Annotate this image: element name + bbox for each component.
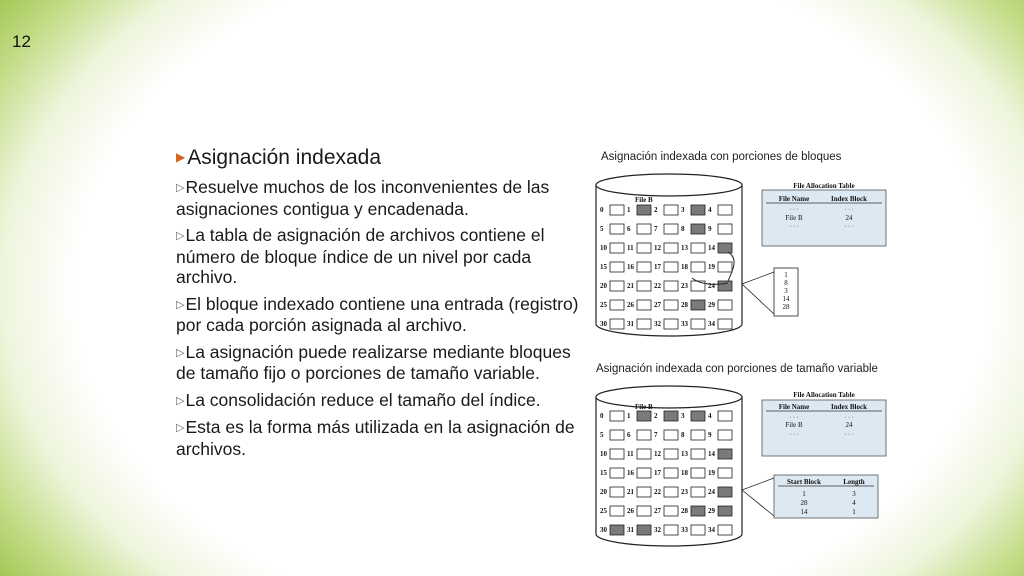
- content-text: [176, 144, 588, 465]
- block-number: 4: [708, 412, 712, 420]
- disk-block: [718, 506, 732, 516]
- fat-cell: File B: [785, 421, 803, 429]
- disk-block: [637, 300, 651, 310]
- index-entry: 1: [784, 271, 788, 279]
- disk-block: [610, 487, 624, 497]
- disk-block: [637, 262, 651, 272]
- section-heading: ▶Asignación indexada: [176, 146, 382, 169]
- block-number: 14: [708, 244, 715, 252]
- disk-block: [664, 319, 678, 329]
- block-number: 18: [681, 263, 688, 271]
- block-number: 17: [654, 263, 661, 271]
- block-number: 22: [654, 488, 661, 496]
- disk-block: [691, 449, 705, 459]
- disk-block: [691, 506, 705, 516]
- block-number: 34: [708, 320, 715, 328]
- disk-block: [610, 281, 624, 291]
- index-entry: 28: [782, 303, 790, 311]
- index-cell: 3: [852, 490, 856, 498]
- disk-block: [718, 224, 732, 234]
- disk-block: [691, 300, 705, 310]
- bullet-item: ▷Esta es la forma más utilizada en la asignación de archivos.: [176, 417, 575, 459]
- block-number: 34: [708, 526, 715, 534]
- block-number: 20: [600, 488, 607, 496]
- disk-block: [718, 243, 732, 253]
- bullet-outline-icon: ▷: [176, 298, 185, 311]
- disk-block: [718, 205, 732, 215]
- block-number: 13: [681, 244, 688, 252]
- disk-block: [691, 224, 705, 234]
- disk-block: [637, 319, 651, 329]
- block-number: 33: [681, 320, 688, 328]
- fat-header: Index Block: [831, 403, 867, 411]
- block-number: 10: [600, 450, 607, 458]
- disk-block: [664, 281, 678, 291]
- index-header: Start Block: [786, 478, 822, 486]
- block-number: 1: [627, 412, 631, 420]
- disk-block: [637, 205, 651, 215]
- disk-block: [691, 281, 705, 291]
- disk-block: [718, 281, 732, 291]
- index-connector: [742, 272, 774, 314]
- indexed-allocation-block-diagram: [594, 168, 894, 338]
- block-number: 24: [708, 488, 715, 496]
- index-entry: 8: [784, 279, 788, 287]
- block-number: 14: [708, 450, 715, 458]
- disk-top: [596, 386, 742, 408]
- slide-number: 12: [12, 32, 31, 51]
- block-number: 32: [654, 526, 661, 534]
- block-number: 30: [600, 320, 607, 328]
- bullet-outline-icon: ▷: [176, 182, 185, 194]
- block-number: 10: [600, 244, 607, 252]
- fat-cell: · · ·: [844, 432, 854, 438]
- disk-block: [718, 319, 732, 329]
- disk-block: [610, 411, 624, 421]
- disk-block: [691, 262, 705, 272]
- disk-block: [637, 430, 651, 440]
- disk-top: [596, 174, 742, 196]
- bullet-item: ▷La tabla de asignación de archivos contiene el número de bloque índice de un nivel por cada archivo.: [176, 225, 545, 287]
- block-number: 6: [627, 431, 631, 439]
- disk-block: [610, 449, 624, 459]
- fat-cell: · · ·: [789, 224, 799, 230]
- disk-block: [718, 449, 732, 459]
- block-number: 23: [681, 282, 688, 290]
- block-number: 31: [627, 320, 634, 328]
- block-number: 3: [681, 206, 685, 214]
- disk-block: [610, 205, 624, 215]
- block-number: 2: [654, 412, 658, 420]
- disk-block: [637, 281, 651, 291]
- index-entry: 14: [782, 295, 790, 303]
- block-number: 0: [600, 412, 604, 420]
- disk-block: [610, 319, 624, 329]
- disk-block: [664, 411, 678, 421]
- fat-cell: · · ·: [789, 207, 799, 213]
- disk-block: [664, 487, 678, 497]
- figure-caption-top: Asignación indexada con porciones de bloques: [601, 151, 842, 163]
- block-number: 8: [681, 225, 685, 233]
- fat-header: File Name: [778, 403, 810, 411]
- block-number: 27: [654, 507, 661, 515]
- block-number: 11: [627, 450, 634, 458]
- disk-block: [637, 506, 651, 516]
- block-number: 11: [627, 244, 634, 252]
- block-number: 21: [627, 488, 634, 496]
- bullet-outline-icon: ▷: [176, 346, 185, 359]
- block-number: 15: [600, 469, 607, 477]
- disk-block: [637, 487, 651, 497]
- fat-header: Index Block: [831, 195, 867, 203]
- block-number: 18: [681, 469, 688, 477]
- disk-block: [610, 243, 624, 253]
- block-number: 12: [654, 450, 661, 458]
- block-number: 31: [627, 526, 634, 534]
- block-number: 3: [681, 412, 685, 420]
- block-number: 12: [654, 244, 661, 252]
- disk-block: [718, 411, 732, 421]
- index-cell: 1: [802, 490, 806, 498]
- bullet-outline-icon: ▷: [176, 422, 185, 434]
- fat-cell: · · ·: [844, 207, 854, 213]
- disk-block: [637, 243, 651, 253]
- block-number: 20: [600, 282, 607, 290]
- block-number: 16: [627, 263, 634, 271]
- block-number: 26: [627, 301, 634, 309]
- disk-block: [664, 262, 678, 272]
- block-number: 25: [600, 301, 607, 309]
- block-number: 29: [708, 507, 715, 515]
- fat-cell: 24: [845, 421, 853, 429]
- block-number: 9: [708, 431, 712, 439]
- disk-block: [691, 243, 705, 253]
- block-number: 4: [708, 206, 712, 214]
- fat-title: File Allocation Table: [793, 182, 855, 190]
- block-number: 29: [708, 301, 715, 309]
- block-number: 7: [654, 431, 658, 439]
- disk-block: [691, 487, 705, 497]
- disk-block: [664, 300, 678, 310]
- disk-block: [718, 487, 732, 497]
- disk-block: [718, 468, 732, 478]
- block-number: 32: [654, 320, 661, 328]
- fat-cell: · · ·: [789, 415, 799, 421]
- disk-block: [691, 430, 705, 440]
- disk-block: [718, 300, 732, 310]
- block-number: 2: [654, 206, 658, 214]
- bullet-outline-icon: ▷: [176, 394, 185, 407]
- disk-block: [664, 430, 678, 440]
- block-number: 28: [681, 507, 688, 515]
- disk-block: [718, 262, 732, 272]
- disk-block: [637, 449, 651, 459]
- disk-block: [664, 205, 678, 215]
- block-number: 19: [708, 263, 715, 271]
- block-number: 24: [708, 282, 715, 290]
- index-cell: 28: [800, 499, 808, 507]
- fat-cell: · · ·: [789, 432, 799, 438]
- disk-block: [637, 224, 651, 234]
- disk-block: [691, 205, 705, 215]
- disk-block: [664, 468, 678, 478]
- block-number: 13: [681, 450, 688, 458]
- bullet-item: ▷El bloque indexado contiene una entrada (registro) por cada porción asignada al archivo.: [176, 293, 579, 335]
- block-number: 26: [627, 507, 634, 515]
- block-number: 33: [681, 526, 688, 534]
- disk-block: [691, 468, 705, 478]
- block-number: 0: [600, 206, 604, 214]
- fat-cell: File B: [785, 214, 803, 222]
- block-number: 27: [654, 301, 661, 309]
- disk-block: [718, 430, 732, 440]
- bullet-item: ▷La asignación puede realizarse mediante bloques de tamaño fijo o porciones de tamaño variable.: [176, 341, 571, 383]
- index-header: Length: [843, 478, 865, 486]
- index-cell: 4: [852, 499, 856, 507]
- disk-block: [664, 224, 678, 234]
- block-number: 7: [654, 225, 658, 233]
- fat-cell: · · ·: [844, 224, 854, 230]
- block-number: 21: [627, 282, 634, 290]
- index-entry: 3: [784, 287, 788, 295]
- disk-block: [637, 468, 651, 478]
- block-number: 8: [681, 431, 685, 439]
- block-number: 5: [600, 225, 604, 233]
- disk-block: [610, 224, 624, 234]
- disk-block: [664, 525, 678, 535]
- block-number: 28: [681, 301, 688, 309]
- index-connector: [742, 478, 774, 516]
- disk-block: [664, 243, 678, 253]
- disk-block: [691, 411, 705, 421]
- block-number: 25: [600, 507, 607, 515]
- block-number: 9: [708, 225, 712, 233]
- block-number: 17: [654, 469, 661, 477]
- disk-block: [610, 300, 624, 310]
- file-label: File B: [635, 196, 653, 204]
- block-number: 1: [627, 206, 631, 214]
- fat-cell: 24: [845, 214, 853, 222]
- disk-block: [610, 430, 624, 440]
- fat-header: File Name: [778, 195, 810, 203]
- block-number: 5: [600, 431, 604, 439]
- disk-block: [637, 411, 651, 421]
- index-cell: 1: [852, 508, 856, 516]
- bullet-item: ▷Resuelve muchos de los inconvenientes de las asignaciones contigua y encadenada.: [176, 177, 550, 219]
- bullet-marker-icon: ▶: [176, 150, 186, 164]
- fat-cell: · · ·: [844, 415, 854, 421]
- figure-caption-bottom: Asignación indexada con porciones de tamaño variable: [596, 363, 878, 375]
- disk-block: [610, 468, 624, 478]
- disk-block: [691, 525, 705, 535]
- block-number: 23: [681, 488, 688, 496]
- disk-block: [637, 525, 651, 535]
- bullet-outline-icon: ▷: [176, 230, 185, 242]
- disk-block: [610, 506, 624, 516]
- block-number: 15: [600, 263, 607, 271]
- disk-block: [664, 506, 678, 516]
- block-number: 6: [627, 225, 631, 233]
- block-number: 30: [600, 526, 607, 534]
- disk-block: [718, 525, 732, 535]
- index-cell: 14: [800, 508, 808, 516]
- file-label: File B: [635, 403, 653, 411]
- fat-title: File Allocation Table: [793, 391, 855, 399]
- disk-block: [610, 262, 624, 272]
- disk-block: [691, 319, 705, 329]
- block-number: 22: [654, 282, 661, 290]
- block-number: 16: [627, 469, 634, 477]
- disk-block: [664, 449, 678, 459]
- variable-portion-diagram: [594, 380, 894, 550]
- block-number: 19: [708, 469, 715, 477]
- bullet-item: ▷La consolidación reduce el tamaño del índice.: [176, 389, 541, 410]
- disk-block: [610, 525, 624, 535]
